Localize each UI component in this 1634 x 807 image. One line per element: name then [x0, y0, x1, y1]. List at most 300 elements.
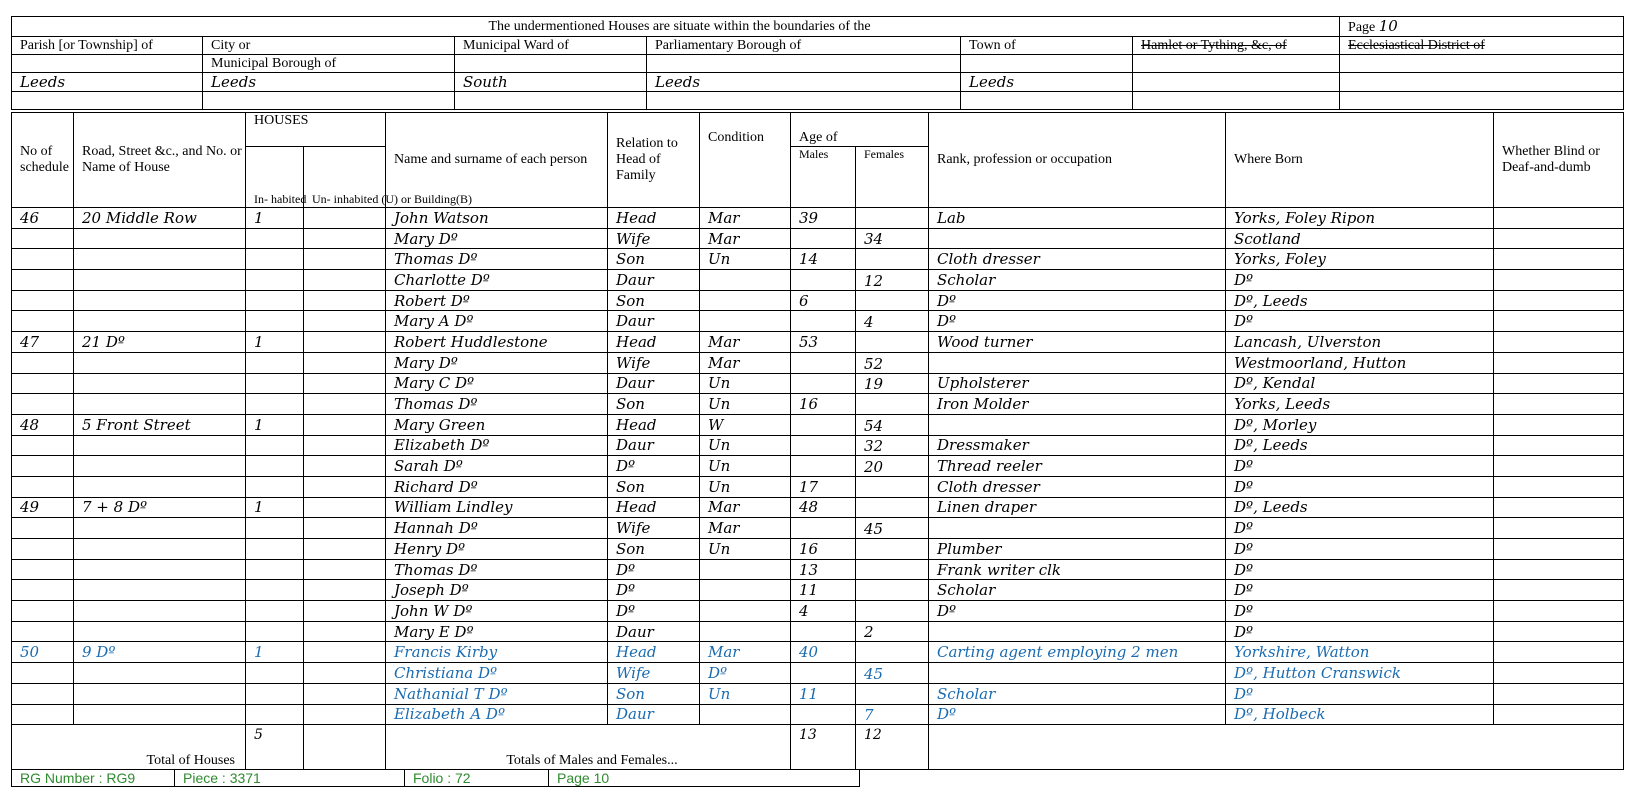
road-cell: 9 Dº [74, 642, 246, 663]
town-label: Town of [961, 37, 1133, 55]
blind-cell [1494, 394, 1624, 415]
name-cell: Robert Dº [386, 290, 608, 311]
reference-strip [11, 769, 860, 787]
inhabited-cell [246, 539, 304, 560]
occupation-cell: Scholar [929, 683, 1226, 704]
condition-cell [700, 290, 791, 311]
born-cell: Yorks, Leeds [1226, 394, 1494, 415]
name-cell: Christiana Dº [386, 663, 608, 684]
males-cell: 48 [791, 497, 856, 518]
males-cell: 16 [791, 394, 856, 415]
inhabited-cell [246, 290, 304, 311]
uninhabited-cell [304, 352, 386, 373]
name-cell: Henry Dº [386, 539, 608, 560]
table-row [12, 663, 1624, 684]
schedule-cell [12, 373, 74, 394]
blank-cell [961, 92, 1133, 110]
road-cell: 7 + 8 Dº [74, 497, 246, 518]
table-row [12, 621, 1624, 642]
born-cell: Dº, Kendal [1226, 373, 1494, 394]
females-cell [856, 476, 929, 497]
schedule-cell [12, 683, 74, 704]
table-row [12, 373, 1624, 394]
inhabited-cell [246, 311, 304, 332]
relation-cell: Dº [608, 601, 700, 622]
table-row [12, 456, 1624, 477]
females-cell [856, 208, 929, 229]
males-cell [791, 518, 856, 539]
table-row [12, 683, 1624, 704]
relation-cell: Head [608, 497, 700, 518]
col-rank: Rank, profession or occupation [929, 113, 1226, 208]
schedule-cell [12, 270, 74, 291]
uninhabited-cell [304, 621, 386, 642]
name-cell: Mary A Dº [386, 311, 608, 332]
occupation-cell: Carting agent employing 2 men [929, 642, 1226, 663]
occupation-cell [929, 414, 1226, 435]
total-houses-label: Total of Houses [12, 725, 246, 770]
table-row [12, 208, 1624, 229]
header-table [11, 16, 1624, 110]
schedule-cell [12, 539, 74, 560]
occupation-cell: Frank writer clk [929, 559, 1226, 580]
relation-cell: Wife [608, 663, 700, 684]
males-cell: 14 [791, 249, 856, 270]
road-cell [74, 290, 246, 311]
females-cell: 45 [856, 663, 929, 684]
males-cell [791, 456, 856, 477]
blank-cell [1340, 73, 1624, 92]
schedule-cell: 49 [12, 497, 74, 518]
born-cell: Lancash, Ulverston [1226, 332, 1494, 353]
blind-cell [1494, 601, 1624, 622]
born-cell: Dº, Hutton Cranswick [1226, 663, 1494, 684]
total-males-value: 13 [791, 725, 856, 770]
born-cell: Westmoorland, Hutton [1226, 352, 1494, 373]
blind-cell [1494, 228, 1624, 249]
males-cell [791, 435, 856, 456]
condition-cell: Mar [700, 352, 791, 373]
condition-cell: Mar [700, 642, 791, 663]
condition-cell: Un [700, 456, 791, 477]
inhabited-cell [246, 518, 304, 539]
males-cell: 11 [791, 683, 856, 704]
name-cell: Mary C Dº [386, 373, 608, 394]
occupation-cell [929, 518, 1226, 539]
inhabited-cell [246, 352, 304, 373]
table-row [12, 580, 1624, 601]
table-row [12, 539, 1624, 560]
blank-cell [1133, 73, 1340, 92]
relation-cell: Wife [608, 518, 700, 539]
males-cell: 39 [791, 208, 856, 229]
relation-cell: Daur [608, 373, 700, 394]
schedule-cell [12, 663, 74, 684]
born-cell: Yorks, Foley Ripon [1226, 208, 1494, 229]
condition-cell: Un [700, 435, 791, 456]
occupation-cell [929, 663, 1226, 684]
schedule-cell [12, 559, 74, 580]
uninhabited-cell [304, 228, 386, 249]
blind-cell [1494, 332, 1624, 353]
town-value: Leeds [961, 73, 1133, 92]
column-header-row-1 [12, 113, 1624, 147]
condition-cell [700, 621, 791, 642]
col-born: Where Born [1226, 113, 1494, 208]
col-age-of: Age of [791, 113, 929, 147]
blank-cell [304, 725, 386, 770]
schedule-cell [12, 311, 74, 332]
ward-label: Municipal Ward of [455, 37, 647, 55]
occupation-cell [929, 621, 1226, 642]
uninhabited-cell [304, 663, 386, 684]
name-cell: Elizabeth A Dº [386, 704, 608, 725]
condition-cell: Dº [700, 663, 791, 684]
col-name: Name and surname of each person [386, 113, 608, 208]
females-cell: 45 [856, 518, 929, 539]
uninhabited-cell [304, 456, 386, 477]
uninhabited-cell [304, 683, 386, 704]
blind-cell [1494, 663, 1624, 684]
condition-cell: Un [700, 476, 791, 497]
road-cell [74, 621, 246, 642]
schedule-cell [12, 394, 74, 415]
name-cell: Robert Huddlestone [386, 332, 608, 353]
uninhabited-cell [304, 476, 386, 497]
uninhabited-cell [304, 435, 386, 456]
females-cell [856, 249, 929, 270]
schedule-cell: 46 [12, 208, 74, 229]
females-cell: 4 [856, 311, 929, 332]
females-cell: 54 [856, 414, 929, 435]
road-cell [74, 601, 246, 622]
schedule-cell [12, 621, 74, 642]
name-cell: Joseph Dº [386, 580, 608, 601]
road-cell [74, 476, 246, 497]
col-uninhabited: Un- inhabited (U) or Building(B) [304, 147, 386, 208]
table-row [12, 249, 1624, 270]
males-cell: 16 [791, 539, 856, 560]
name-cell: John Watson [386, 208, 608, 229]
relation-cell: Head [608, 208, 700, 229]
blind-cell [1494, 352, 1624, 373]
blind-cell [1494, 456, 1624, 477]
condition-cell [700, 270, 791, 291]
condition-cell: Un [700, 373, 791, 394]
schedule-cell: 50 [12, 642, 74, 663]
females-cell [856, 683, 929, 704]
inhabited-cell [246, 683, 304, 704]
females-cell [856, 642, 929, 663]
inhabited-cell [246, 621, 304, 642]
condition-cell [700, 311, 791, 332]
males-cell [791, 704, 856, 725]
table-row [12, 332, 1624, 353]
road-cell: 20 Middle Row [74, 208, 246, 229]
females-cell: 52 [856, 352, 929, 373]
name-cell: Thomas Dº [386, 394, 608, 415]
name-cell: Mary Dº [386, 352, 608, 373]
blank-cell [12, 92, 203, 110]
born-cell: Dº, Holbeck [1226, 704, 1494, 725]
condition-cell: Mar [700, 228, 791, 249]
relation-cell: Daur [608, 270, 700, 291]
col-relation: Relation to Head of Family [608, 113, 700, 208]
road-cell [74, 539, 246, 560]
relation-cell: Dº [608, 456, 700, 477]
table-row [12, 704, 1624, 725]
males-cell [791, 621, 856, 642]
inhabited-cell: 1 [246, 642, 304, 663]
blank-cell [961, 55, 1133, 73]
totals-row [12, 725, 1624, 770]
occupation-cell [929, 228, 1226, 249]
relation-cell: Daur [608, 621, 700, 642]
name-cell: John W Dº [386, 601, 608, 622]
uninhabited-cell [304, 518, 386, 539]
condition-cell: Mar [700, 497, 791, 518]
blank-cell [12, 55, 203, 73]
road-cell [74, 456, 246, 477]
city-label-2: Municipal Borough of [203, 55, 455, 73]
table-row [12, 352, 1624, 373]
city-value: Leeds [203, 73, 455, 92]
blind-cell [1494, 208, 1624, 229]
road-cell [74, 663, 246, 684]
males-cell: 4 [791, 601, 856, 622]
occupation-cell: Dº [929, 601, 1226, 622]
relation-cell: Daur [608, 704, 700, 725]
road-cell [74, 580, 246, 601]
schedule-cell [12, 228, 74, 249]
born-cell: Dº, Morley [1226, 414, 1494, 435]
inhabited-cell [246, 456, 304, 477]
col-males: Males [791, 147, 856, 208]
uninhabited-cell [304, 332, 386, 353]
road-cell [74, 704, 246, 725]
uninhabited-cell [304, 270, 386, 291]
city-label: City or [203, 37, 455, 55]
schedule-cell [12, 352, 74, 373]
blind-cell [1494, 290, 1624, 311]
table-row [12, 228, 1624, 249]
uninhabited-cell [304, 497, 386, 518]
table-row [12, 559, 1624, 580]
males-cell: 13 [791, 559, 856, 580]
males-cell [791, 352, 856, 373]
males-cell: 6 [791, 290, 856, 311]
rg-number: RG Number : RG9 [12, 770, 175, 787]
road-cell [74, 270, 246, 291]
road-cell [74, 435, 246, 456]
blank-cell [455, 55, 647, 73]
males-cell [791, 270, 856, 291]
females-cell [856, 332, 929, 353]
females-cell [856, 394, 929, 415]
blank-cell [1340, 55, 1624, 73]
males-cell: 17 [791, 476, 856, 497]
relation-cell: Wife [608, 228, 700, 249]
total-mf-label: Totals of Males and Females... [386, 725, 791, 770]
name-cell: Richard Dº [386, 476, 608, 497]
inhabited-cell [246, 270, 304, 291]
occupation-cell: Thread reeler [929, 456, 1226, 477]
boundary-text: The undermentioned Houses are situate within the boundaries of the [12, 17, 1340, 37]
occupation-cell: Cloth dresser [929, 249, 1226, 270]
table-row [12, 518, 1624, 539]
schedule-cell [12, 476, 74, 497]
males-cell: 40 [791, 642, 856, 663]
born-cell: Dº [1226, 683, 1494, 704]
females-cell: 32 [856, 435, 929, 456]
name-cell: William Lindley [386, 497, 608, 518]
inhabited-cell: 1 [246, 414, 304, 435]
relation-cell: Daur [608, 311, 700, 332]
schedule-cell [12, 456, 74, 477]
females-cell: 34 [856, 228, 929, 249]
schedule-cell [12, 580, 74, 601]
road-cell: 5 Front Street [74, 414, 246, 435]
blind-cell [1494, 414, 1624, 435]
females-cell [856, 539, 929, 560]
born-cell: Dº [1226, 539, 1494, 560]
relation-cell: Son [608, 394, 700, 415]
col-schedule: No of schedule [12, 113, 74, 208]
road-cell [74, 228, 246, 249]
females-cell [856, 580, 929, 601]
relation-cell: Dº [608, 580, 700, 601]
inhabited-cell [246, 580, 304, 601]
table-row [12, 290, 1624, 311]
inhabited-cell [246, 373, 304, 394]
condition-cell [700, 601, 791, 622]
inhabited-cell: 1 [246, 208, 304, 229]
males-cell [791, 414, 856, 435]
relation-cell: Daur [608, 435, 700, 456]
occupation-cell: Cloth dresser [929, 476, 1226, 497]
males-cell [791, 663, 856, 684]
schedule-cell [12, 704, 74, 725]
occupation-cell: Plumber [929, 539, 1226, 560]
table-row [12, 601, 1624, 622]
census-table [11, 112, 1624, 770]
table-row [12, 476, 1624, 497]
condition-cell [700, 704, 791, 725]
condition-cell [700, 559, 791, 580]
occupation-cell: Dº [929, 311, 1226, 332]
uninhabited-cell [304, 290, 386, 311]
page-number: 10 [1378, 17, 1398, 35]
blind-cell [1494, 518, 1624, 539]
females-cell: 2 [856, 621, 929, 642]
road-cell: 21 Dº [74, 332, 246, 353]
schedule-cell [12, 435, 74, 456]
page-label: Page [1348, 20, 1376, 35]
relation-cell: Head [608, 642, 700, 663]
condition-cell: Un [700, 394, 791, 415]
blind-cell [1494, 621, 1624, 642]
road-cell [74, 559, 246, 580]
occupation-cell [929, 352, 1226, 373]
condition-cell: Un [700, 539, 791, 560]
table-row [12, 497, 1624, 518]
col-houses: HOUSES [246, 113, 386, 147]
schedule-cell: 48 [12, 414, 74, 435]
uninhabited-cell [304, 414, 386, 435]
occupation-cell: Iron Molder [929, 394, 1226, 415]
occupation-cell: Dº [929, 704, 1226, 725]
condition-cell: Mar [700, 518, 791, 539]
road-cell [74, 352, 246, 373]
relation-cell: Son [608, 249, 700, 270]
females-cell [856, 601, 929, 622]
blank-cell [1133, 55, 1340, 73]
col-road: Road, Street &c., and No. or Name of House [74, 113, 246, 208]
name-cell: Thomas Dº [386, 249, 608, 270]
females-cell: 20 [856, 456, 929, 477]
table-row [12, 642, 1624, 663]
occupation-cell: Lab [929, 208, 1226, 229]
inhabited-cell [246, 228, 304, 249]
females-cell: 12 [856, 270, 929, 291]
uninhabited-cell [304, 704, 386, 725]
occupation-cell: Linen draper [929, 497, 1226, 518]
name-cell: Charlotte Dº [386, 270, 608, 291]
born-cell: Dº [1226, 559, 1494, 580]
born-cell: Dº [1226, 518, 1494, 539]
blind-cell [1494, 580, 1624, 601]
table-row [12, 270, 1624, 291]
inhabited-cell [246, 249, 304, 270]
blank-cell [929, 725, 1624, 770]
born-cell: Dº [1226, 270, 1494, 291]
condition-cell: Mar [700, 332, 791, 353]
born-cell: Yorkshire, Watton [1226, 642, 1494, 663]
uninhabited-cell [304, 601, 386, 622]
blind-cell [1494, 683, 1624, 704]
relation-cell: Head [608, 414, 700, 435]
road-cell [74, 683, 246, 704]
blank-cell [203, 92, 455, 110]
schedule-cell: 47 [12, 332, 74, 353]
hamlet-label: Hamlet or Tything, &c, of [1133, 37, 1340, 55]
parish-value: Leeds [12, 73, 203, 92]
born-cell: Scotland [1226, 228, 1494, 249]
blind-cell [1494, 539, 1624, 560]
uninhabited-cell [304, 249, 386, 270]
born-cell: Dº [1226, 476, 1494, 497]
inhabited-cell [246, 704, 304, 725]
condition-cell: W [700, 414, 791, 435]
blind-cell [1494, 559, 1624, 580]
table-row [12, 435, 1624, 456]
relation-cell: Son [608, 476, 700, 497]
relation-cell: Head [608, 332, 700, 353]
name-cell: Thomas Dº [386, 559, 608, 580]
road-cell [74, 518, 246, 539]
name-cell: Elizabeth Dº [386, 435, 608, 456]
inhabited-cell: 1 [246, 332, 304, 353]
condition-cell [700, 580, 791, 601]
table-row [12, 414, 1624, 435]
reference-page: Page 10 [549, 770, 860, 787]
uninhabited-cell [304, 580, 386, 601]
road-cell [74, 394, 246, 415]
relation-cell: Son [608, 683, 700, 704]
relation-cell: Wife [608, 352, 700, 373]
blank-cell [1340, 92, 1624, 110]
females-cell: 19 [856, 373, 929, 394]
